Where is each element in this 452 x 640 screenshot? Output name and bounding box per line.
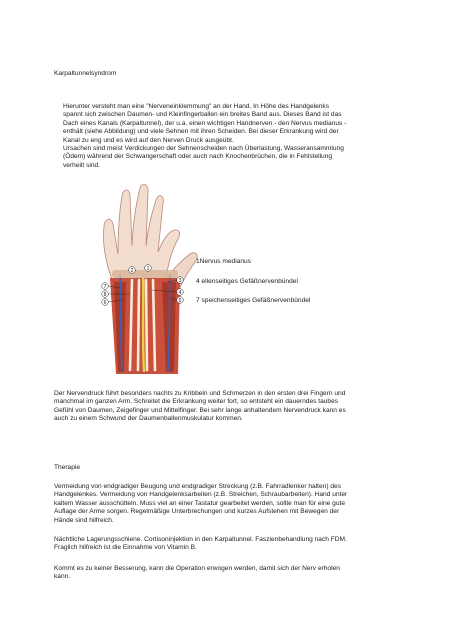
marker-number: 5 <box>178 297 182 304</box>
text-line: kann. <box>54 573 71 581</box>
text-line: enthält (siehe Abbildung) und viele Sehnen mit ihren Scheiden. Bei dieser Erkrankung wird der <box>63 128 339 136</box>
text-line: Kommt es zu keiner Besserung, kann die Operation erwogen werden, damit sich der Nerv erholen <box>54 565 340 572</box>
marker-number: 6 <box>103 299 107 306</box>
text-line: Ursachen sind meist Verdickungen der Sehnenscheiden nach Überlastung, Wasseransammlung <box>63 145 344 153</box>
text-line: Dach eines Kanals (Karpaltunnel), der u.a. einen wichtigen Handnerven - den Nervus medianus - <box>63 119 347 127</box>
figure-label-nervus-medianus: 1Nervus medianus <box>196 258 251 265</box>
text-line: (Ödem) während der Schwangerschaft oder auch nach Knochenbrüchen, die in Fehlstellung <box>63 153 333 161</box>
marker-number: 7 <box>103 283 107 290</box>
therapy-paragraph-2 <box>54 536 409 553</box>
text-line: spannt sich zwischen Daumen- und Kleinfingerballen ein breites Band aus. Dieses Band ist das <box>63 111 342 119</box>
text-line: Vermeidung von endgradiger Beugung und endgradiger Streckung (z.B. Fahrradlenker halten) des <box>54 483 342 490</box>
text-line: Fraglich hilfreich ist die Einnahme von Vitamin B. <box>54 544 197 552</box>
therapy-paragraph-3 <box>54 565 409 582</box>
text-line: Handgelenkes. Vermeidung von Handgelenksarbeiten (z.B. Streichen, Schraubarbeiten). Hand unter <box>54 491 348 499</box>
figure-label-speichenseitig: 7 speichenseitiges Gefäßnervenbündel <box>196 297 311 304</box>
marker-number: 4 <box>178 289 182 296</box>
marker-number: 8 <box>103 291 107 298</box>
text-line: kaltem Wasser ausschütteln. Muss viel an einer Tastatur gearbeitet werden, sollte man für eine gute <box>54 499 346 507</box>
hand-anatomy-illustration <box>92 184 200 376</box>
hand-drawing <box>92 184 200 376</box>
text-line: Hierunter versteht man eine "Nerveneinklemmung" an der Hand. In Höhe des Handgelenks <box>63 103 330 110</box>
therapy-paragraph-1 <box>54 483 409 525</box>
intro-paragraph <box>63 103 413 170</box>
symptoms-paragraph <box>54 390 409 424</box>
text-line: Der Nervendruck führt besonders nachts zu Kribbeln und Schmerzen in den ersten drei Fingern und <box>54 390 346 397</box>
text-line: auch zu einem Schwund der Daumenballenmuskulatur kommen. <box>54 415 243 423</box>
text-line: Auflage der Arme sorgen. Regelmäßige Unterbrechungen und kurzes Aufstehen mit Bewegen der <box>54 508 340 516</box>
text-line: Hände sind hilfreich. <box>54 516 114 524</box>
text-line: manchmal im ganzen Arm. Schreitet die Erkrankung weiter fort, so entsteht ein dauerndes taubes <box>54 398 339 406</box>
text-line: Kanal zu eng und es wird auf den Nerven Druck ausgeübt. <box>63 136 234 144</box>
text-line: Gefühl von Daumen, Zeigefinger und Mittelfinger. Bei sehr lange anhaltendem Nervendruck kann es <box>54 406 346 414</box>
text-line: Nächtliche Lagerungsschiene. Cortisoninjektion in den Karpaltunnel. Faszienbehandlung nach FDM. <box>54 536 347 543</box>
marker-number: 3 <box>178 277 182 284</box>
marker-number: 2 <box>130 267 134 274</box>
marker-number: 1 <box>146 265 150 272</box>
therapy-heading: Therapie <box>54 464 81 471</box>
figure-label-ellenseitig: 4 ellenseitiges Gefäßnervenbündel <box>196 278 298 285</box>
text-line: verheilt sind. <box>63 161 101 169</box>
page-heading: Karpaltunnelsyndrom <box>54 70 117 77</box>
